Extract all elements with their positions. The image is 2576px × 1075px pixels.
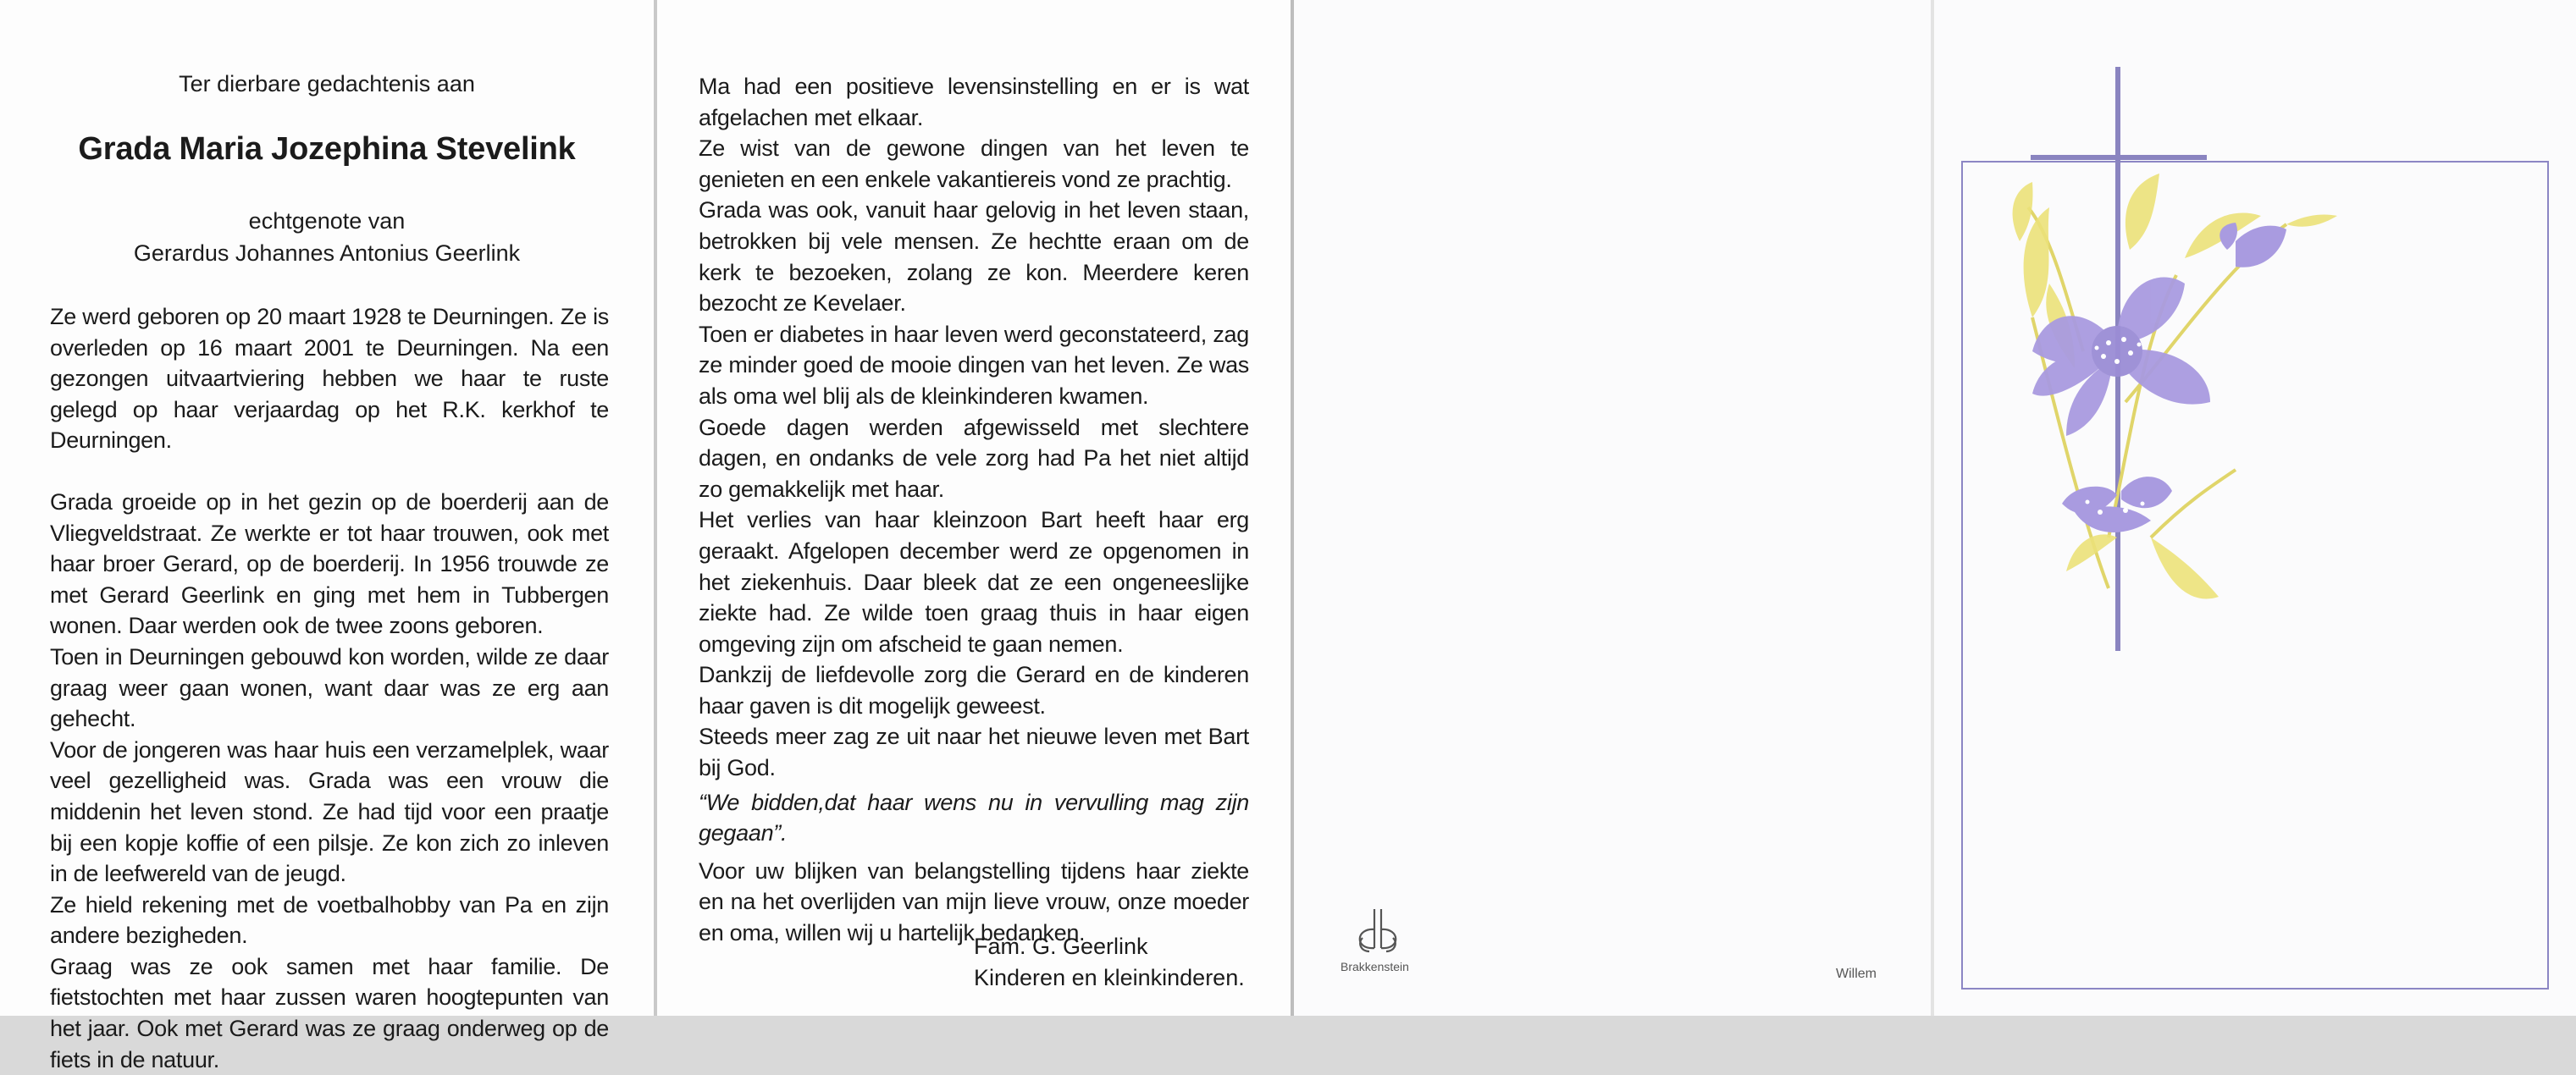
paragraph: Dankzij de liefdevolle zorg die Gerard en de kinderen haar gaven is dit mogelijk geweest. (699, 662, 1249, 719)
cross-flower-icon (1982, 63, 2337, 656)
fold-line (1931, 0, 1934, 1016)
paragraph: Ze wist van de gewone dingen van het leven te genieten en een enkele vakantiereis vond ze prachtig. (699, 135, 1249, 192)
biography-left (50, 301, 609, 1075)
thanks-paragraph: Voor uw blijken van belangstelling tijdens haar ziekte en na het overlijden van mijn lieve vrouw, onze moeder en oma, willen wij u hartelijk bedanken. (699, 857, 1249, 946)
paragraph: Graag was ze ook samen met haar familie. De fietstochten met haar zussen waren hoogtepunten van het jaar. Ook met Gerard was ze graag onderweg op de fiets in de natuur. (50, 953, 609, 1072)
spouse-name: Gerardus Johannes Antonius Geerlink (133, 240, 521, 266)
brakkenstein-logo-icon (1349, 906, 1408, 958)
deceased-name: Grada Maria Jozephina Stevelink (78, 131, 576, 167)
paragraph: Het verlies van haar kleinzoon Bart heeft haar erg geraakt. Afgelopen december werd ze opgenomen in het ziekenhuis. Daar bleek dat ze een ongeneeslijke ziekte had. Ze wilde toen graag thuis in haar eigen omgeving zijn om afscheid te gaan nemen. (699, 507, 1249, 657)
paragraph: Toen er diabetes in haar leven werd geconstateerd, zag ze minder goed de mooie dingen van het leven. Ze was als oma wel blij als de kleinkinderen kwamen. (699, 321, 1249, 409)
spouse-intro: echtgenote van (248, 208, 406, 234)
paragraph: Voor de jongeren was haar huis een verzamelplek, waar veel gezelligheid was. Grada was een vrouw die middenin het leven stond. Ze had tijd voor een praatje bij een kopje koffie of een pilsje. Ze kon zich zo inleven in de leefwereld van de jeugd. (50, 736, 609, 887)
artist-name: Willem (1836, 967, 1877, 981)
biography-right (699, 71, 1249, 949)
spacer (50, 456, 609, 487)
paragraph: Ze werd geboren op 20 maart 1928 te Deurningen. Ze is overleden op 16 maart 2001 te Deurningen. Na een gezongen uitvaartviering hebben we haar te ruste gelegd op haar verjaardag op het R.K. kerkhof te Deurningen. (50, 304, 609, 454)
quote: “We bidden,dat haar wens nu in vervulling mag zijn gegaan”. (699, 789, 1249, 846)
paragraph: Toen in Deurningen gebouwd kon worden, wilde ze daar graag weer gaan wonen, want daar was ze erg aan gehecht. (50, 643, 609, 732)
paragraph: Grada groeide op in het gezin op de boerderij aan de Vliegveldstraat. Ze werkte er tot haar trouwen, ook met haar broer Gerard, op de boerderij. In 1956 trouwde ze met Gerard Geerlink en ging met hem in Tubbergen wonen. Daar werden ook de twee zoons geboren. (50, 488, 609, 639)
signature (974, 931, 1245, 994)
back-cover-panel (1294, 0, 1931, 1016)
paragraph: Ma had een positieve levensinstelling en er is wat afgelachen met elkaar. (699, 74, 1249, 130)
paragraph: Goede dagen werden afgewisseld met slechtere dagen, en ondanks de vele zorg had Pa het niet altijd zo gemakkelijk met haar. (699, 414, 1249, 502)
printer-name: Brakkenstein (1341, 960, 1409, 973)
paragraph: Ze hield rekening met de voetbalhobby van Pa en zijn andere bezigheden. (50, 891, 609, 949)
paragraph: Grada was ook, vanuit haar gelovig in het leven staan, betrokken bij vele mensen. Ze hechtte eraan om de kerk te bezoeken, zolang ze kon. Meerdere keren bezocht ze Kevelaer. (699, 197, 1249, 317)
signature-children: Kinderen en kleinkinderen. (974, 965, 1245, 990)
fold-line (654, 0, 657, 1016)
signature-family: Fam. G. Geerlink (974, 934, 1148, 959)
fold-line (1291, 0, 1294, 1016)
memorial-intro: Ter dierbare gedachtenis aan (179, 71, 475, 96)
printer-logo (1341, 906, 1417, 973)
paragraph: Steeds meer zag ze uit naar het nieuwe leven met Bart bij God. (699, 724, 1249, 781)
